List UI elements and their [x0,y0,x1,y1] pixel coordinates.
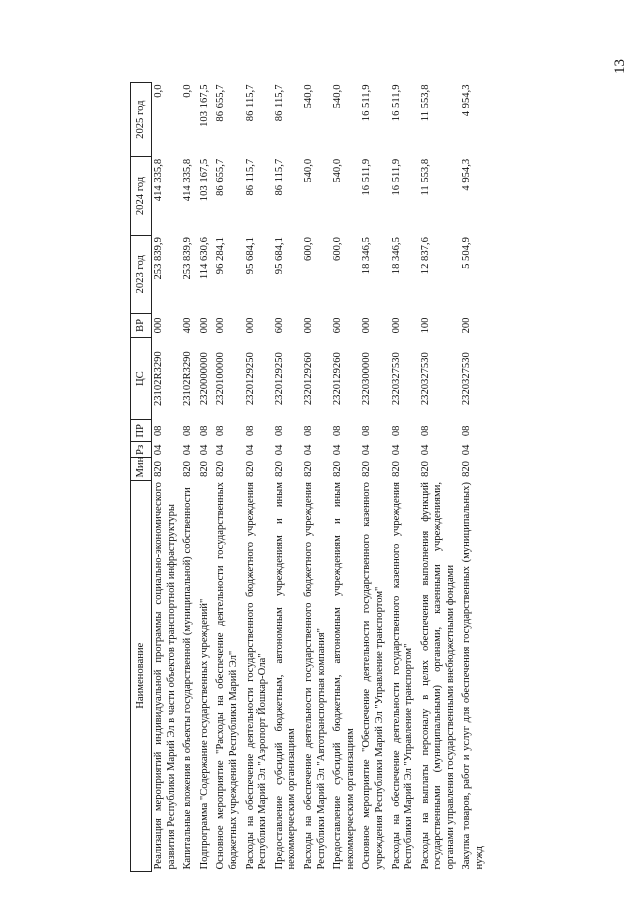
cell-y2023: 95 684,1 [273,237,285,275]
cell-rz: 04 [461,444,473,456]
cell-pr: 08 [153,425,164,437]
table-row [181,83,198,872]
cell-cs: 2320327530 [390,352,402,406]
header-2025: 2025 год [131,83,152,157]
cell-name: Расходы на обеспечение деятельности государственного бюджетного учреждения Республики Марий Эл "Аэропорт Йошкар-Ола" [244,482,269,870]
cell-y2023: 253 839,9 [182,237,194,280]
cell-cs: 2320100000 [215,352,227,406]
cell-name: Капитальные вложения в объекты государственной (муниципальной) собственности [182,487,194,870]
cell-y2023: 18 346,5 [361,237,373,275]
cell-vr: 200 [461,317,473,334]
header-cs: ЦС [131,338,152,420]
cell-name: Основное мероприятие "Обеспечение деятельности государственного казенного учреждения Республики Марий Эл "Управление транспортом" [361,482,385,870]
cell-y2024: 4 954,3 [461,158,473,191]
cell-y2023: 114 630,6 [198,237,210,280]
cell-y2025: 103 167,5 [198,84,210,127]
header-2023: 2023 год [131,235,152,313]
cell-y2024: 414 335,8 [182,158,194,202]
cell-rz: 04 [273,444,285,456]
cell-y2025: 86 655,7 [215,84,227,122]
cell-rz: 04 [182,444,194,456]
cell-y2025: 16 511,9 [361,84,373,122]
cell-vr: 000 [153,317,164,334]
budget-table [130,82,490,872]
cell-min: 820 [215,461,227,477]
cell-y2025: 86 115,7 [273,84,285,122]
cell-min: 820 [461,461,473,477]
table-row [273,83,302,872]
cell-vr: 100 [419,317,431,334]
cell-pr: 08 [332,425,344,437]
cell-min: 820 [153,461,164,477]
cell-y2024: 540,0 [332,158,344,183]
page-number: 13 [612,59,628,74]
cell-pr: 08 [215,425,227,437]
cell-min: 820 [244,461,256,477]
cell-vr: 600 [332,317,344,334]
cell-vr: 000 [244,317,256,334]
table-row [460,83,489,872]
cell-rz: 04 [361,444,373,456]
cell-rz: 04 [215,444,227,456]
header-rz: Рз [131,442,152,458]
cell-cs: 2320129250 [244,352,256,406]
cell-y2023: 18 346,5 [390,237,402,275]
cell-cs: 2320327530 [419,352,431,406]
cell-y2023: 5 504,9 [461,237,473,269]
cell-pr: 08 [182,425,194,437]
cell-min: 820 [419,461,431,477]
cell-y2025: 4 954,3 [461,84,473,117]
cell-vr: 600 [273,317,285,334]
cell-cs: 2320129260 [302,352,314,406]
cell-name: Расходы на обеспечение деятельности государственного бюджетного учреждения Республики Марий Эл "Автотранспортная компания" [302,482,327,870]
cell-name: Расходы на обеспечение деятельности государственного казенного учреждения Республики Марий Эл "Управление транспортом" [390,482,415,870]
cell-vr: 000 [302,317,314,334]
cell-min: 820 [198,461,210,477]
cell-min: 820 [182,461,194,477]
cell-pr: 08 [461,425,473,437]
cell-y2023: 253 839,9 [153,237,164,280]
cell-min: 820 [302,461,314,477]
cell-rz: 04 [302,444,314,456]
table-row [331,83,360,872]
cell-y2024: 16 511,9 [361,158,373,196]
cell-y2023: 600,0 [332,237,344,261]
cell-rz: 04 [419,444,431,456]
table-header-row [131,83,152,872]
cell-vr: 000 [390,317,402,334]
header-vr: ВР [131,313,152,337]
table-row [198,83,215,872]
cell-y2025: 86 115,7 [244,84,256,122]
cell-y2024: 86 115,7 [273,158,285,196]
cell-pr: 08 [390,425,402,437]
cell-min: 820 [332,461,344,477]
cell-y2023: 96 284,1 [215,237,227,275]
cell-name: Предоставление субсидий бюджетным, автономным учреждениям и иным некоммерческим организациям [332,482,356,870]
cell-min: 820 [361,461,373,477]
table-row [419,83,461,872]
cell-name: Основное мероприятие "Расходы на обеспечение деятельности государственных бюджетных учреждений Республики Марий Эл" [215,482,239,870]
table-row [302,83,331,872]
cell-y2025: 540,0 [302,84,314,109]
table-row [214,83,243,872]
cell-y2024: 414 335,8 [153,158,164,202]
cell-y2025: 16 511,9 [390,84,402,122]
cell-y2025: 540,0 [332,84,344,109]
cell-name: Предоставление субсидий бюджетным, автономным учреждениям и иным некоммерческим организациям [273,482,298,870]
cell-min: 820 [390,461,402,477]
cell-cs: 2320300000 [361,352,373,406]
cell-y2024: 16 511,9 [390,158,402,196]
table-row [152,83,182,872]
cell-name: Реализация мероприятий индивидуальной программы социально-экономического развития Республики Марий Эл в части объектов транспортной инфраструктуры [153,482,177,870]
cell-y2025: 11 553,8 [419,84,431,122]
cell-y2024: 86 655,7 [215,158,227,196]
cell-pr: 08 [419,425,431,437]
rotated-table-area [130,82,610,872]
cell-y2025: 0,0 [153,84,164,98]
cell-pr: 08 [302,425,314,437]
cell-vr: 000 [198,317,210,334]
cell-y2024: 86 115,7 [244,158,256,196]
cell-y2025: 0,0 [182,84,194,98]
cell-cs: 2320000000 [198,352,210,406]
cell-cs: 2320129260 [332,352,344,406]
cell-y2024: 103 167,5 [198,158,210,202]
cell-cs: 23102R3290 [182,351,194,407]
cell-pr: 08 [244,425,256,437]
table-row [390,83,419,872]
cell-y2023: 12 837,6 [419,237,431,275]
cell-rz: 04 [198,444,210,456]
cell-pr: 08 [198,425,210,437]
cell-rz: 04 [332,444,344,456]
cell-pr: 08 [361,425,373,437]
cell-vr: 000 [361,317,373,334]
header-pr: ПР [131,420,152,442]
cell-vr: 000 [215,317,227,334]
table-body [152,83,490,872]
table-row [244,83,273,872]
table-row [360,83,389,872]
cell-y2023: 600,0 [302,237,314,261]
cell-cs: 23102R3290 [153,351,164,407]
cell-y2024: 11 553,8 [419,158,431,196]
header-name: Наименование [131,480,152,871]
cell-min: 820 [273,461,285,477]
cell-name: Расходы на выплаты персоналу в целях обеспечения выполнения функций государственными (муниципальными) органами, казенными учреждениями, органами управления государственными внебюджетными фондами [419,482,456,870]
header-min: Мин [131,458,152,480]
cell-cs: 2320327530 [461,352,473,406]
header-2024: 2024 год [131,157,152,235]
cell-cs: 2320129250 [273,352,285,406]
cell-name: Закупка товаров, работ и услуг для обеспечения государственных (муниципальных) нужд [461,482,486,870]
cell-rz: 04 [153,444,164,456]
cell-pr: 08 [273,425,285,437]
cell-rz: 04 [390,444,402,456]
cell-rz: 04 [244,444,256,456]
cell-y2023: 95 684,1 [244,237,256,275]
cell-name: Подпрограмма "Содержание государственных учреждений" [198,598,210,870]
cell-y2024: 540,0 [302,158,314,183]
cell-vr: 400 [182,317,194,334]
